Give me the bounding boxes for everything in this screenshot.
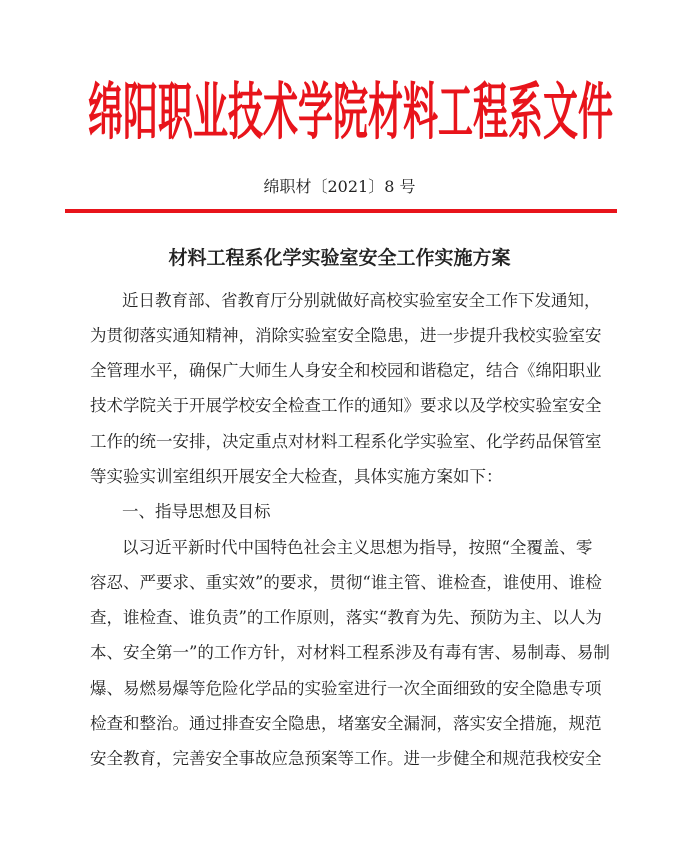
section-heading: 一、指导思想及目标 — [122, 502, 271, 521]
body-line: 等实验实训室组织开展安全大检查，具体实施方案如下： — [90, 467, 503, 486]
document-title: 材料工程系化学实验室安全工作实施方案 — [168, 247, 511, 269]
body-line: 容忍、严要求、重实效”的要求，贯彻“谁主管、谁检查，谁使用、谁检 — [90, 573, 602, 592]
body-line: 安全教育，完善安全事故应急预案等工作。进一步健全和规范我校安全 — [90, 749, 602, 768]
document-number: 绵职材〔2021〕8 号 — [263, 177, 416, 196]
body-line: 爆、易燃易爆等危险化学品的实验室进行一次全面细致的安全隐患专项 — [90, 679, 602, 698]
body-line: 技术学院关于开展学校安全检查工作的通知》要求以及学校实验室安全 — [90, 396, 602, 415]
body-line: 近日教育部、省教育厅分别就做好高校实验室安全工作下发通知， — [122, 291, 601, 310]
red-divider — [65, 209, 617, 213]
body-line: 全管理水平，确保广大师生人身安全和校园和谐稳定，结合《绵阳职业 — [90, 361, 602, 380]
body-line: 本、安全第一”的工作方针，对材料工程系涉及有毒有害、易制毒、易制 — [90, 643, 610, 662]
body-line: 以习近平新时代中国特色社会主义思想为指导，按照“全覆盖、零 — [122, 538, 593, 557]
org-header-title: 绵阳职业技术学院材料工程系文件 — [88, 78, 614, 149]
body-line: 检查和整治。通过排查安全隐患，堵塞安全漏洞，落实安全措施，规范 — [90, 714, 602, 733]
body-line: 为贯彻落实通知精神，消除实验室安全隐患，进一步提升我校实验室安 — [90, 326, 602, 345]
body-line: 查，谁检查、谁负责”的工作原则，落实“教育为先、预防为主、以人为 — [90, 608, 602, 627]
body-line: 工作的统一安排，决定重点对材料工程系化学实验室、化学药品保管室 — [90, 432, 602, 451]
